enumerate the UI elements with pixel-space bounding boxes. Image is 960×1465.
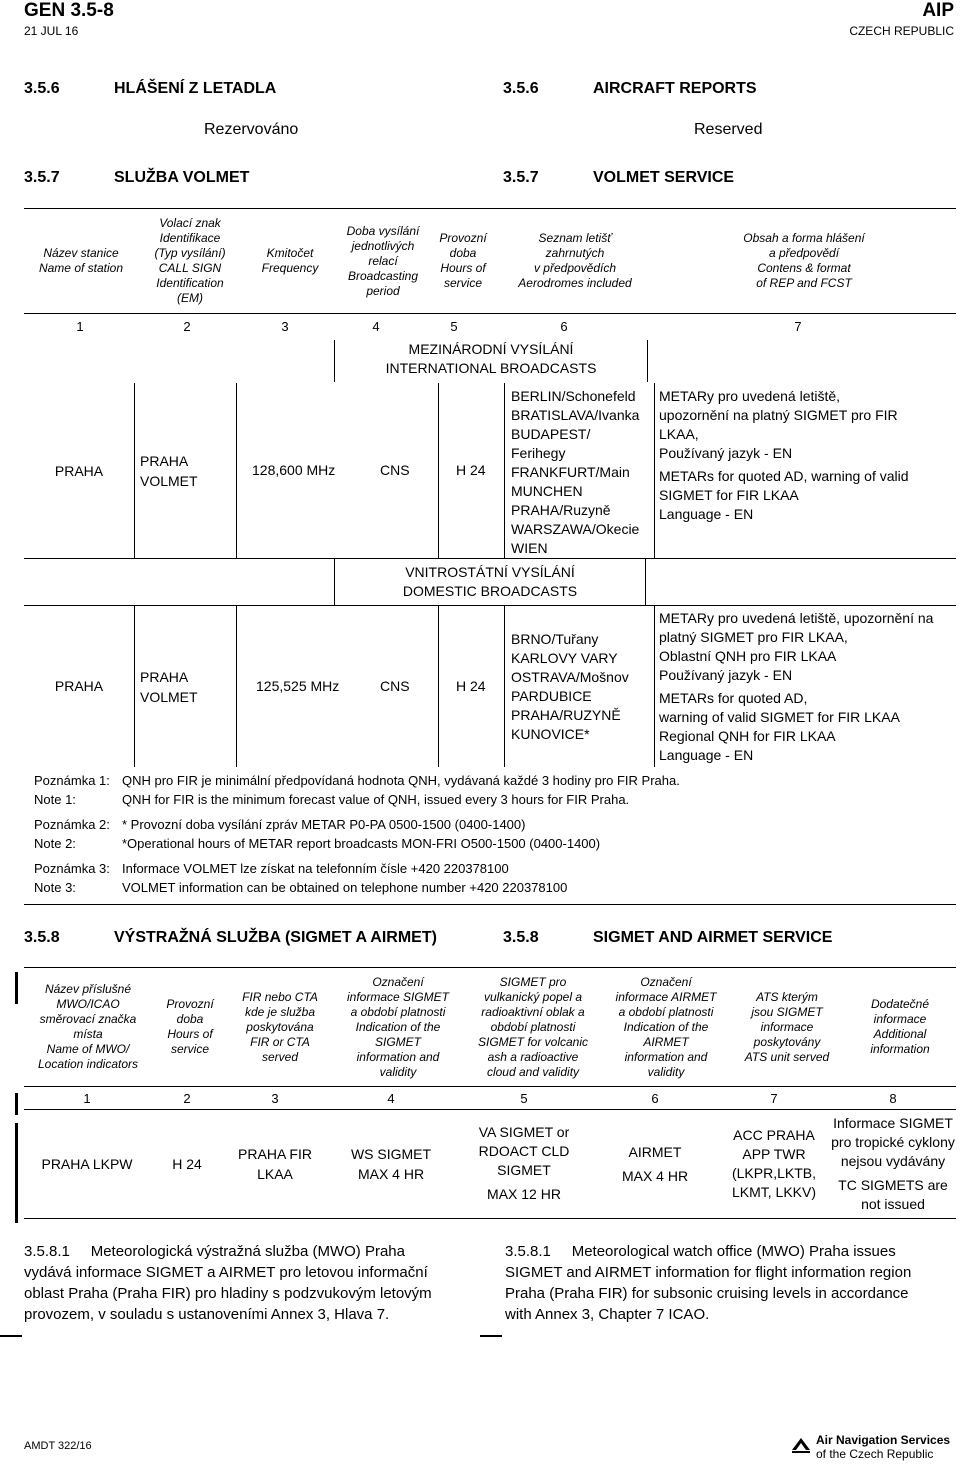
volmet-col-header-7: Obsah a forma hlášení a předpovědí Contens & format of REP and FCST xyxy=(743,231,865,290)
intl-station: PRAHA xyxy=(54,462,104,479)
section-356-en-reserved: Reserved xyxy=(694,121,763,138)
section-356-en: 3.5.6 AIRCRAFT REPORTS xyxy=(503,80,757,97)
col-number: 6 xyxy=(651,1090,659,1106)
sigmet-header-table xyxy=(24,968,956,1086)
intl-row xyxy=(24,383,956,558)
notes-block xyxy=(34,771,934,897)
note-2-en: Note 2: *Operational hours of METAR report broadcasts MON-FRI O500-1500 (0400-1400) xyxy=(34,836,601,851)
section-356-cz-reserved: Rezervováno xyxy=(204,121,299,138)
col-number: 1 xyxy=(76,318,84,334)
divider xyxy=(504,383,505,558)
page-id: GEN 3.5-8 xyxy=(24,0,114,21)
dom-row xyxy=(24,605,956,767)
col-number: 2 xyxy=(183,318,191,334)
col-number: 5 xyxy=(520,1090,528,1106)
note-3-cz: Poznámka 3: Informace VOLMET lze získat na telefonním čísle +420 220378100 xyxy=(34,861,509,876)
intl-callsign: PRAHA VOLMET xyxy=(140,453,198,489)
change-bar xyxy=(480,1335,502,1337)
section-357-cz: 3.5.7 SLUŽBA VOLMET xyxy=(24,169,250,186)
change-bar xyxy=(15,972,18,1004)
dom-title: VNITROSTÁTNÍ VYSÍLÁNÍ DOMESTIC BROADCASTS xyxy=(334,559,646,605)
para-3581-en: 3.5.8.1 Meteorological watch office (MWO) Praha issues SIGMET and AIRMET information for flight information region Praha (Praha FIR) for subsonic cruising levels in accordance with Annex 3, Chapter 7 ICAO. xyxy=(505,1243,912,1323)
divider xyxy=(504,605,505,767)
sigmet-additional: Informace SIGMET pro tropické cyklony nejsou vydávány TC SIGMETS are not issued xyxy=(831,1114,955,1212)
dom-callsign: PRAHA VOLMET xyxy=(140,669,198,705)
volmet-col-header-6: Seznam letišť zahrnutých v předpovědích Aerodromes included xyxy=(518,231,632,290)
section-357-en: 3.5.7 VOLMET SERVICE xyxy=(503,169,735,186)
col-number: 3 xyxy=(281,318,289,334)
intl-frequency: 128,600 MHz xyxy=(252,462,336,478)
section-356-cz: 3.5.6 HLÁŠENÍ Z LETADLA xyxy=(24,80,277,97)
divider xyxy=(438,383,439,558)
intl-hours: H 24 xyxy=(456,462,486,478)
note-2-cz: Poznámka 2: * Provozní doba vysílání zpráv METAR P0-PA 0500-1500 (0400-1400) xyxy=(34,817,526,832)
col-number: 8 xyxy=(889,1090,897,1106)
sigmet-data-row xyxy=(24,1110,956,1219)
sigmet-ats: ACC PRAHA APP TWR (LKPR,LKTB, LKMT, LKKV) xyxy=(731,1126,817,1200)
col-number: 4 xyxy=(372,318,380,334)
sigmet-col-header-3: FIR nebo CTA kde je služba poskytována FIR or CTA served xyxy=(242,989,318,1064)
sigmet-hours: H 24 xyxy=(172,1155,202,1172)
note-1-cz: Poznámka 1: QNH pro FIR je minimální předpovídaná hodnota QNH, vydávaná každé 3 hodiny pro FIR Praha. xyxy=(34,773,680,788)
sigmet-airmet: AIRMET MAX 4 HR xyxy=(621,1143,689,1184)
intl-band xyxy=(24,340,956,382)
intl-title: MEZINÁRODNÍ VYSÍLÁNÍ INTERNATIONAL BROADCASTS xyxy=(334,340,648,382)
col-number: 2 xyxy=(183,1090,191,1106)
sigmet-col-header-5: SIGMET pro vulkanický popel a radioaktivní oblak a období platnosti SIGMET for volcanic ash a radioactive cloud and validity xyxy=(477,974,589,1079)
section-358-cz: 3.5.8 VÝSTRAŽNÁ SLUŽBA (SIGMET A AIRMET) xyxy=(24,929,437,946)
col-number: 7 xyxy=(770,1090,778,1106)
sigmet-va: VA SIGMET or RDOACT CLD SIGMET MAX 12 HR xyxy=(478,1124,570,1203)
volmet-table-bottom xyxy=(24,904,956,905)
divider xyxy=(134,605,135,767)
change-bar xyxy=(15,1123,18,1223)
volmet-header-table xyxy=(24,209,956,313)
page-header-left xyxy=(24,0,114,38)
sigmet-fir: PRAHA FIR LKAA xyxy=(238,1145,312,1182)
dom-station: PRAHA xyxy=(54,678,104,694)
sigmet-col-header-7: ATS kterým jsou SIGMET informace poskytovány ATS unit served xyxy=(744,989,830,1064)
divider xyxy=(236,605,237,767)
organization-name: Air Navigation Services of the Czech Republic xyxy=(816,1433,951,1461)
sigmet-col-header-4: Označení informace SIGMET a období platnosti Indication of the SIGMET information and validity xyxy=(346,974,450,1079)
divider xyxy=(438,605,439,767)
col-number: 7 xyxy=(794,318,802,334)
volmet-col-header-2: Volací znak Identifikace (Typ vysílání) CALL SIGN Identification (EM) xyxy=(154,216,226,305)
sigmet-numbers-row xyxy=(24,1086,956,1110)
sigmet-col-header-8: Dodatečné informace Additional information xyxy=(870,997,930,1056)
dom-emission: CNS xyxy=(380,678,410,694)
page-date: 21 JUL 16 xyxy=(24,24,79,38)
intl-emission: CNS xyxy=(380,462,410,478)
col-number: 5 xyxy=(450,318,458,334)
divider xyxy=(654,383,655,558)
volmet-table xyxy=(24,208,956,338)
sigmet-col-header-1: Název příslušné MWO/ICAO směrovací značka místa Name of MWO/ Location indicators xyxy=(37,982,139,1071)
volmet-header-row xyxy=(24,209,956,313)
sigmet-ws: WS SIGMET MAX 4 HR xyxy=(350,1145,432,1182)
intl-content: METARy pro uvedená letiště, upozornění na platný SIGMET pro FIR LKAA, Používaný jazyk - EN METARs for quoted AD, warning of valid SIGMET for FIR LKAA Language - EN xyxy=(659,388,909,522)
volmet-col-header-4: Doba vysílání jednotlivých relací Broadcasting period xyxy=(346,223,420,298)
page-header-right xyxy=(849,0,954,38)
divider xyxy=(134,383,135,558)
col-number: 6 xyxy=(560,318,568,334)
para-3581-cz: 3.5.8.1 Meteorologická výstražná služba (MWO) Praha vydává informace SIGMET a AIRMET pro letovou informační oblast Praha (Praha FIR) pro hladiny s podzvukovým letovým provozem, v souladu s ustanoveními Annex 3, Hlava 7. xyxy=(24,1243,432,1323)
col-number: 1 xyxy=(83,1090,91,1106)
note-3-en: Note 3: VOLMET information can be obtained on telephone number +420 220378100 xyxy=(34,880,568,895)
dom-aerodromes: BRNO/Tuřany KARLOVY VARY OSTRAVA/Mošnov PARDUBICE PRAHA/RUZYNĚ KUNOVICE* xyxy=(511,631,629,742)
country-name: CZECH REPUBLIC xyxy=(849,24,954,38)
volmet-col-header-5: Provozní doba Hours of service xyxy=(439,231,487,290)
sigmet-table xyxy=(24,967,956,1219)
sigmet-col-header-2: Provozní doba Hours of service xyxy=(166,997,214,1056)
volmet-col-header-3: Kmitočet Frequency xyxy=(261,246,319,275)
dom-band xyxy=(24,558,956,606)
sigmet-col-header-6: Označení informace AIRMET a období platnosti Indication of the AIRMET information and validity xyxy=(615,974,717,1079)
change-bar xyxy=(15,1093,18,1115)
volmet-col-header-1: Název stanice Name of station xyxy=(38,246,124,275)
amendment-number: AMDT 322/16 xyxy=(24,1440,92,1452)
sigmet-header-row xyxy=(24,968,956,1086)
intl-aerodromes: BERLIN/Schonefeld BRATISLAVA/Ivanka BUDAPEST/ Ferihegy FRANKFURT/Main MUNCHEN PRAHA/Ruzyně WARSZAWA/Okecie WIEN xyxy=(511,388,640,556)
sigmet-mwo: PRAHA LKPW xyxy=(41,1155,133,1172)
section-358-en: 3.5.8 SIGMET AND AIRMET SERVICE xyxy=(503,929,833,946)
dom-content: METARy pro uvedená letiště, upozornění na platný SIGMET pro FIR LKAA, Oblastní QNH pro FIR LKAA Používaný jazyk - EN METARs for quoted AD, warning of valid SIGMET for FIR LKAA Regional QNH for FIR LKAA Language - EN xyxy=(659,610,934,763)
dom-frequency: 125,525 MHz xyxy=(256,678,340,694)
change-bar xyxy=(0,1335,22,1337)
publication-title: AIP xyxy=(922,0,954,21)
divider xyxy=(236,383,237,558)
divider xyxy=(654,605,655,767)
note-1-en: Note 1: QNH for FIR is the minimum forecast value of QNH, issued every 3 hours for FIR Praha. xyxy=(34,792,630,807)
dom-hours: H 24 xyxy=(456,678,486,694)
ans-logo-icon xyxy=(790,1434,812,1456)
col-number: 4 xyxy=(387,1090,395,1106)
col-number: 3 xyxy=(271,1090,279,1106)
volmet-numbers-row xyxy=(24,313,956,338)
